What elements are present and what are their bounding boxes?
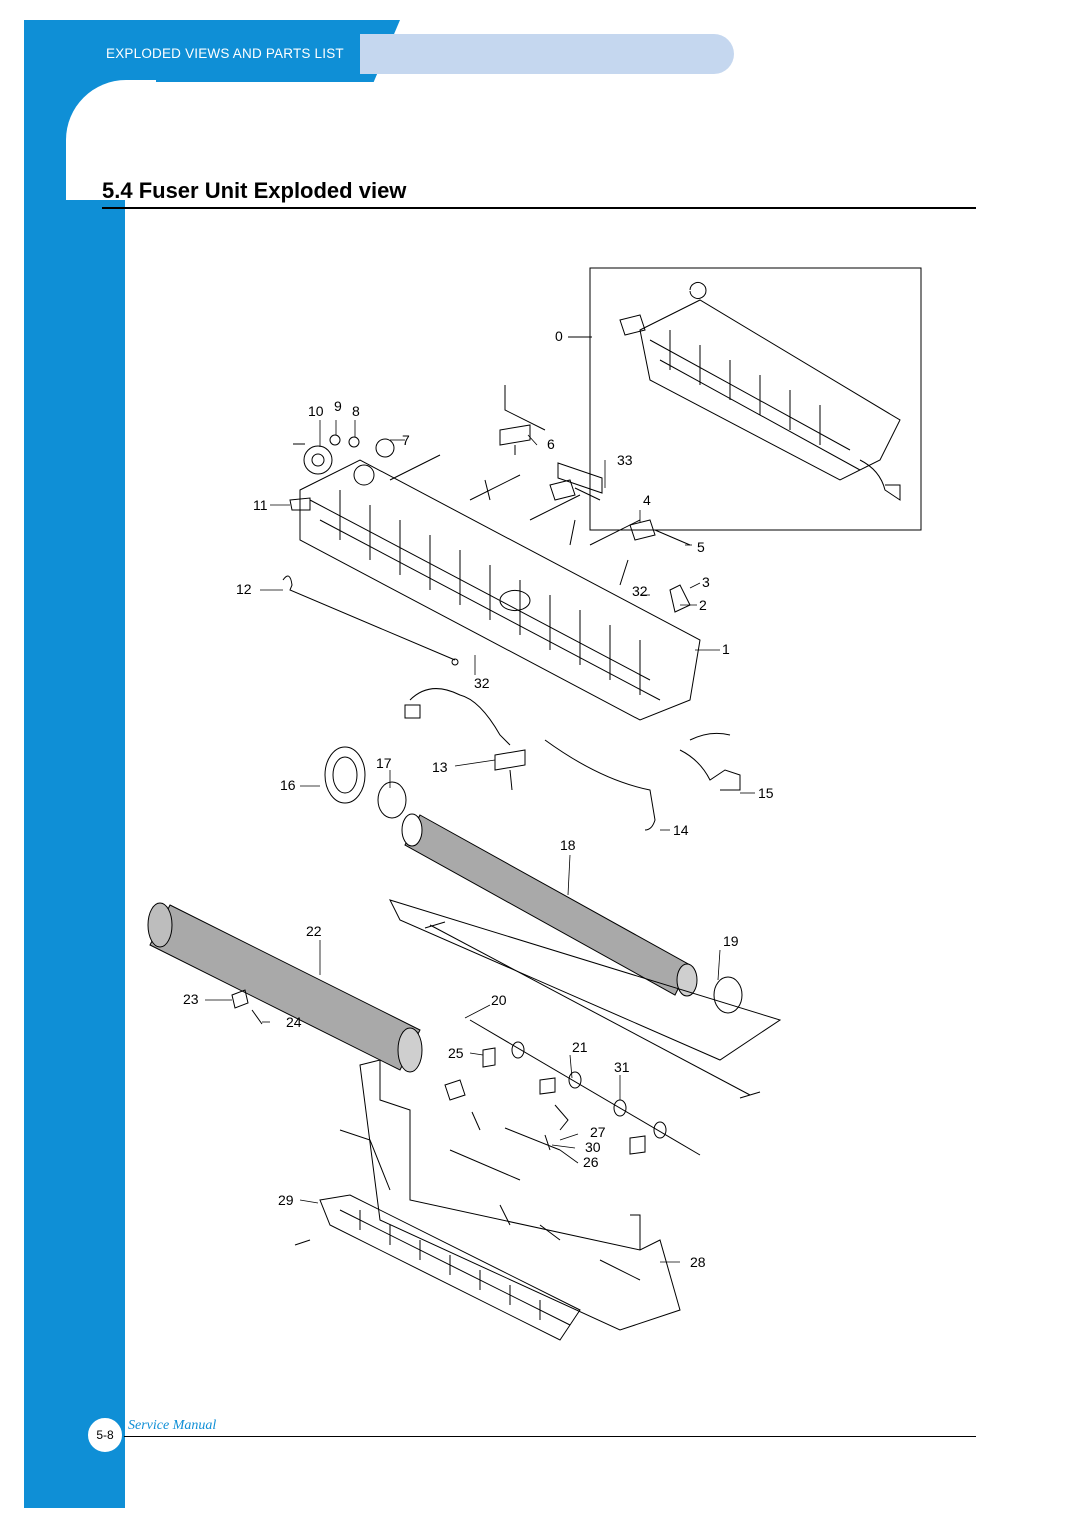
wire-harness-drawing <box>405 689 740 830</box>
thermostat-parts-drawing <box>485 385 690 612</box>
callout-9: 9 <box>334 398 342 414</box>
callout-17: 17 <box>376 755 392 771</box>
callout-31: 31 <box>614 1059 630 1075</box>
callout-16: 16 <box>280 777 296 793</box>
callout-27: 27 <box>590 1124 606 1140</box>
page-frame-left-bar <box>24 20 125 1508</box>
callout-24: 24 <box>286 1014 302 1030</box>
page-number: 5-8 <box>96 1428 114 1442</box>
assembled-unit-inset <box>590 268 921 530</box>
callout-1: 1 <box>722 641 730 657</box>
fuser-unit-exploded-diagram <box>140 255 940 1375</box>
header-pill <box>360 34 734 74</box>
callout-8: 8 <box>352 403 360 419</box>
bushing-19-drawing <box>714 977 742 1013</box>
callout-30: 30 <box>585 1139 601 1155</box>
callout-15: 15 <box>758 785 774 801</box>
pressure-roller-22-drawing <box>148 903 422 1072</box>
guide-29-drawing <box>295 1195 580 1340</box>
footer-manual-label: Service Manual <box>128 1418 217 1433</box>
callout-6: 6 <box>547 436 555 452</box>
callout-19: 19 <box>723 933 739 949</box>
footer-rule <box>124 1436 976 1437</box>
callout-3: 3 <box>702 574 710 590</box>
callout-33: 33 <box>617 452 633 468</box>
heat-roller-18-drawing <box>402 814 697 996</box>
callout-26: 26 <box>583 1154 599 1170</box>
callout-32-lower: 32 <box>474 675 490 691</box>
callout-28: 28 <box>690 1254 706 1270</box>
callout-4: 4 <box>643 492 651 508</box>
assembled-fuser-unit-drawing <box>620 283 900 501</box>
callout-0: 0 <box>555 328 563 344</box>
page-title: 5.4 Fuser Unit Exploded view <box>102 178 407 203</box>
callout-23: 23 <box>183 991 199 1007</box>
gear-16-drawing <box>325 747 406 818</box>
callout-18: 18 <box>560 837 576 853</box>
callout-2: 2 <box>699 597 707 613</box>
page-number-badge <box>86 1416 124 1454</box>
title-rule <box>102 207 976 209</box>
callout-25: 25 <box>448 1045 464 1061</box>
callout-13: 13 <box>432 759 448 775</box>
leader-lines <box>205 420 755 1262</box>
callout-5: 5 <box>697 539 705 555</box>
callout-22: 22 <box>306 923 322 939</box>
callout-7: 7 <box>402 432 410 448</box>
callout-29: 29 <box>278 1192 294 1208</box>
callout-32-upper: 32 <box>632 583 648 599</box>
callout-14: 14 <box>673 822 689 838</box>
callout-21: 21 <box>572 1039 588 1055</box>
section-label: EXPLODED VIEWS AND PARTS LIST <box>106 46 344 61</box>
callout-10: 10 <box>308 403 324 419</box>
callout-11: 11 <box>253 497 268 513</box>
callout-12: 12 <box>236 581 252 597</box>
callout-20: 20 <box>491 992 507 1008</box>
